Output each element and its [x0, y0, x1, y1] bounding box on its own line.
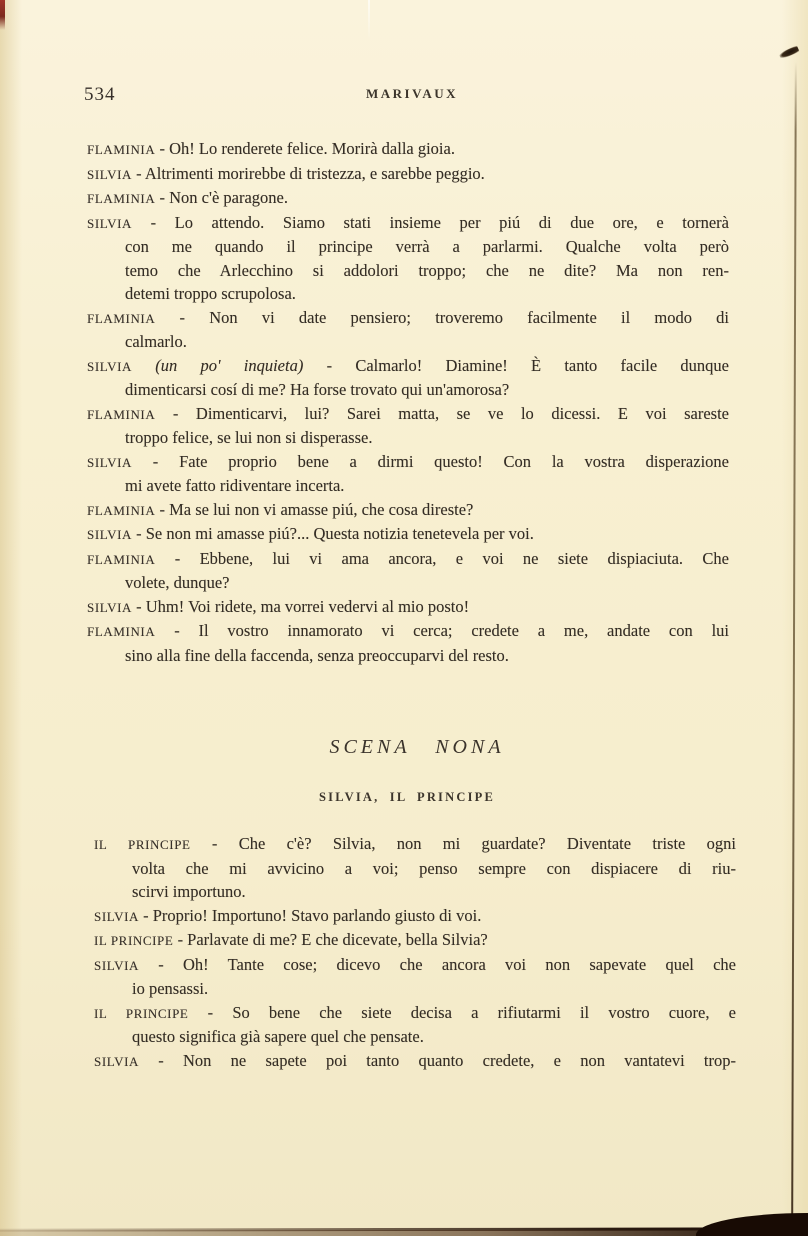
speaker-name: FLAMINIA — [87, 502, 156, 518]
speech-first-line: FLAMINIA - Il vostro innamorato vi cerca; credete a me, andate con lui — [87, 621, 729, 640]
speech-line: volete, dunque? — [125, 573, 230, 592]
speech — [87, 498, 729, 523]
speaker-name: IL PRINCIPE — [94, 837, 191, 852]
speaker-name: SILVIA — [87, 166, 133, 182]
page-number: 534 — [84, 84, 116, 105]
speech-first-line: IL PRINCIPE - Parlavate di me? E che dicevate, bella Silvia? — [94, 930, 488, 949]
speech-line: volta che mi avvicino a voi; penso sempre con dispiacere di riu- — [132, 858, 736, 878]
speaker-name: SILVIA — [94, 957, 140, 973]
speaker-name: FLAMINIA — [87, 310, 156, 326]
speech-first-line: SILVIA - Lo attendo. Siamo stati insieme per piú di due ore, e tornerà — [87, 212, 729, 232]
speech — [87, 137, 729, 162]
speech — [94, 953, 736, 1001]
scan-ink-mark — [778, 45, 799, 60]
speech — [94, 832, 736, 904]
speech-line: calmarlo. — [125, 332, 187, 351]
speech — [94, 904, 736, 929]
speech-line: io pensassi. — [132, 979, 209, 998]
speech-first-line: FLAMINIA - Ebbene, lui vi ama ancora, e voi ne siete dispiaciuta. Che — [87, 548, 729, 568]
bottom-shadow-band — [0, 1230, 808, 1236]
speech-first-line: SILVIA (un po' inquieta) - Calmarlo! Diamine! È tanto facile dunque — [87, 355, 729, 375]
scan-red-sliver — [0, 0, 5, 30]
speech-first-line: SILVIA - Proprio! Importuno! Stavo parlando giusto di voi. — [94, 905, 482, 925]
page-edge-line — [791, 62, 797, 1218]
speech-line: temo che Arlecchino si addolori troppo; che ne dite? Ma non ren- — [125, 260, 729, 280]
speaker-name: FLAMINIA — [87, 191, 156, 206]
speech — [94, 1001, 736, 1049]
speech — [87, 522, 729, 547]
speech — [94, 1049, 736, 1074]
speaker-name: IL PRINCIPE — [94, 1005, 189, 1021]
speech — [87, 354, 729, 402]
speech — [87, 619, 729, 667]
speaker-name: SILVIA — [94, 908, 140, 924]
speech-line: questo significa già sapere quel che pensate. — [132, 1027, 424, 1046]
speech — [87, 211, 729, 306]
speech-line: detemi troppo scrupolosa. — [125, 284, 296, 303]
speech-line: con me quando il principe verrà a parlarmi. Qualche volta però — [125, 237, 729, 256]
running-title: MARIVAUX — [366, 86, 458, 101]
speech-first-line: SILVIA - Oh! Tante cose; dicevo che ancora voi non sapevate quel che — [94, 954, 736, 974]
dialogue-block-scene-nine — [94, 832, 736, 1073]
speech — [94, 928, 736, 953]
speaker-name: SILVIA — [94, 1053, 140, 1069]
speech-line: dimenticarsi cosí di me? Ha forse trovato qui un'amorosa? — [125, 380, 510, 399]
speech-first-line: SILVIA - Se non mi amasse piú?... Questa notizia tenetevela per voi. — [87, 524, 534, 543]
speech — [87, 595, 729, 620]
speaker-name: FLAMINIA — [87, 551, 156, 567]
speech — [87, 402, 729, 450]
speech-first-line: SILVIA - Non ne sapete poi tanto quanto credete, e non vantatevi trop- — [94, 1050, 736, 1070]
speech-first-line: SILVIA - Altrimenti morirebbe di tristezza, e sarebbe peggio. — [87, 163, 485, 183]
speech-line: troppo felice, se lui non si disperasse. — [125, 428, 373, 447]
bottom-right-shadow — [696, 1213, 808, 1236]
speaker-name: FLAMINIA — [87, 406, 156, 422]
speech — [87, 306, 729, 354]
scene-characters: SILVIA, IL PRINCIPE — [318, 790, 496, 804]
speaker-name: FLAMINIA — [87, 142, 156, 157]
speech — [87, 450, 729, 498]
speaker-name: SILVIA — [87, 454, 133, 470]
speech-first-line: FLAMINIA - Non vi date pensiero; troveremo facilmente il modo di — [87, 307, 729, 327]
speech-first-line: FLAMINIA - Non c'è paragone. — [87, 188, 288, 207]
speech-first-line: FLAMINIA - Oh! Lo renderete felice. Morirà dalla gioia. — [87, 139, 455, 158]
speaker-name: SILVIA — [87, 527, 133, 542]
speech-line: scirvi importuno. — [132, 882, 246, 901]
speech — [87, 162, 729, 187]
speech-first-line: FLAMINIA - Dimenticarvi, lui? Sarei matta, se ve lo dicessi. E voi sareste — [87, 403, 729, 423]
speech-first-line: SILVIA - Uhm! Voi ridete, ma vorrei vedervi al mio posto! — [87, 596, 470, 616]
speech — [87, 186, 729, 211]
speaker-name: FLAMINIA — [87, 624, 156, 639]
speech-first-line: FLAMINIA - Ma se lui non vi amasse piú, che cosa direste? — [87, 499, 474, 519]
speech-line: sino alla fine della faccenda, senza preoccuparvi del resto. — [125, 645, 509, 665]
speech-first-line: IL PRINCIPE - So bene che siete decisa a rifiutarmi il vostro cuore, e — [94, 1002, 736, 1022]
stage-direction: (un po' inquieta) — [155, 355, 304, 375]
scan-crease — [368, 0, 370, 40]
speech-first-line: SILVIA - Fate proprio bene a dirmi questo! Con la vostra disperazione — [87, 451, 729, 471]
speaker-name: SILVIA — [87, 215, 133, 231]
speech-first-line: IL PRINCIPE - Che c'è? Silvia, non mi guardate? Diventate triste ogni — [94, 834, 736, 853]
speech — [87, 547, 729, 595]
speaker-name: SILVIA — [87, 599, 133, 615]
speaker-name: SILVIA — [87, 358, 133, 374]
scene-heading: SCENA NONA — [329, 736, 505, 758]
speech-line: mi avete fatto ridiventare incerta. — [125, 476, 345, 495]
dialogue-block-scene-eight — [87, 137, 729, 667]
speaker-name: IL PRINCIPE — [94, 933, 174, 948]
